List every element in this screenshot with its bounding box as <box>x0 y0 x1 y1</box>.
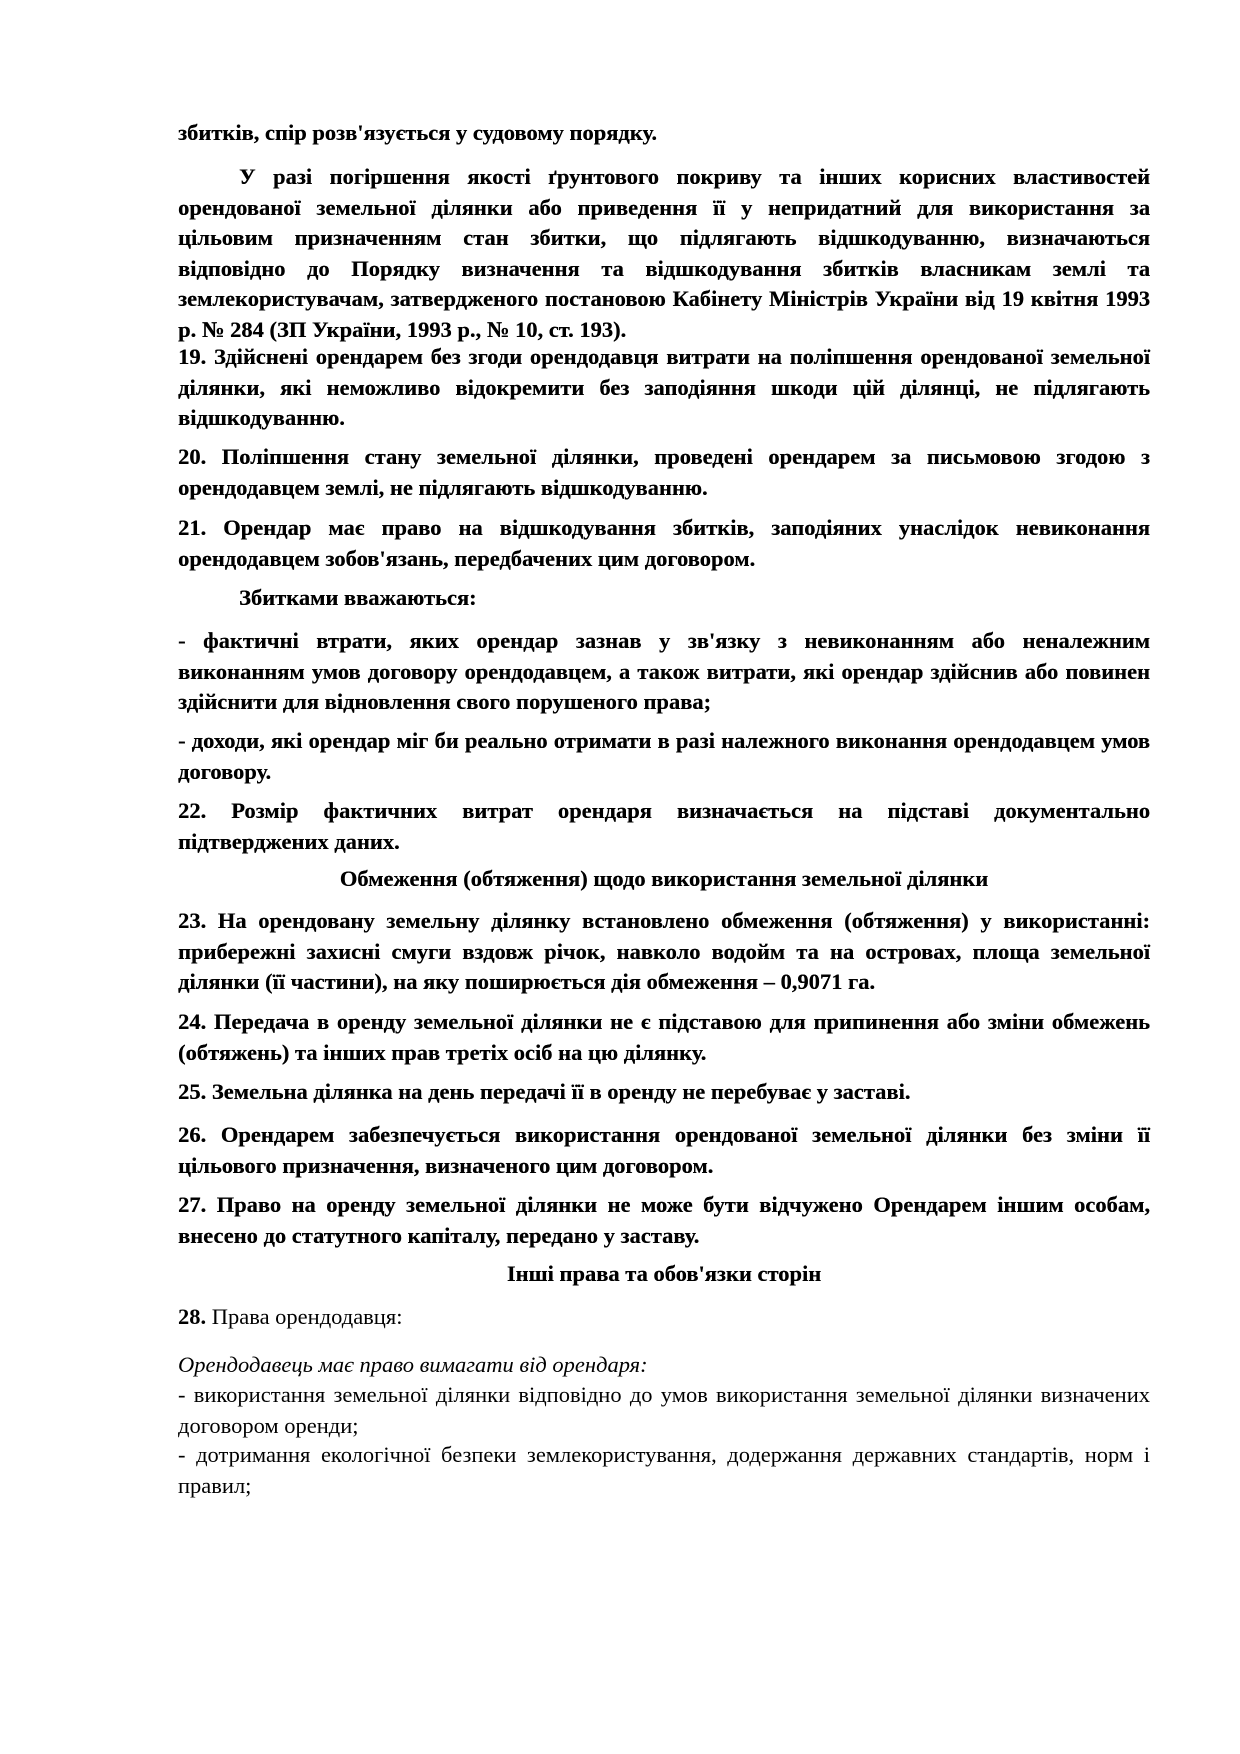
clause-26: 26. Орендарем забезпечується використання орендованої земельної ділянки без зміни її цільового призначення, визначеного цим договором. <box>178 1122 1150 1178</box>
clause-number: 24. <box>178 1009 207 1034</box>
clause-number: 21. <box>178 515 207 540</box>
clause-19: 19. Здійснені орендарем без згоди орендодавця витрати на поліпшення орендованої земельної ділянки, які неможливо відокремити без заподіяння шкоди цій ділянці, не підлягають відшкодуванню. <box>178 344 1150 430</box>
clause-number: 25. <box>178 1079 207 1104</box>
clause-number: 23. <box>178 908 207 933</box>
clause-28: 28. Права орендодавця: <box>178 1304 403 1329</box>
list-item-lost-income: - доходи, які орендар міг би реально отримати в разі належного виконання орендодавцем умов договору. <box>178 728 1150 784</box>
clause-number: 28. <box>178 1304 207 1329</box>
clause-25: 25. Земельна ділянка на день передачі її в оренду не перебуває у заставі. <box>178 1079 911 1104</box>
clause-number: 26. <box>178 1122 207 1147</box>
section-heading-restrictions: Обмеження (обтяження) щодо використання земельної ділянки <box>339 866 989 891</box>
clause-number: 22. <box>178 798 207 823</box>
paragraph-continuation: збитків, спір розв'язується у судовому порядку. <box>178 120 657 145</box>
list-item-ecological-safety: - дотримання екологічної безпеки землекористування, додержання державних стандартів, норм і правил; <box>178 1442 1150 1498</box>
paragraph-losses-intro: Збитками вважаються: <box>239 585 477 610</box>
clause-23: 23. На орендовану земельну ділянку встановлено обмеження (обтяження) у використанні: прибережні захисні смуги вздовж річок, навколо водойм та на островах, площа земельної ділянки (її частини), на яку поширюється дія обмеження – 0,9071 га. <box>178 908 1150 994</box>
clause-27: 27. Право на оренду земельної ділянки не може бути відчужено Орендарем іншим особам, внесено до статутного капіталу, передано у заставу. <box>178 1192 1150 1248</box>
clause-21: 21. Орендар має право на відшкодування збитків, заподіяних унаслідок невиконання орендодавцем зобов'язань, передбачених цим договором. <box>178 515 1150 571</box>
clause-number: 20. <box>178 444 207 469</box>
section-heading-other-rights: Інші права та обов'язки сторін <box>506 1261 822 1286</box>
clause-24: 24. Передача в оренду земельної ділянки не є підставою для припинення або зміни обмежень (обтяжень) та інших прав третіх осіб на цю ділянку. <box>178 1009 1150 1065</box>
clause-number: 19. <box>178 344 207 369</box>
clause-number: 27. <box>178 1192 207 1217</box>
list-item-land-use: - використання земельної ділянки відповідно до умов використання земельної ділянки визначених договором оренди; <box>178 1382 1150 1438</box>
clause-20: 20. Поліпшення стану земельної ділянки, проведені орендарем за письмовою згодою з орендодавцем землі, не підлягають відшкодуванню. <box>178 444 1150 500</box>
list-item-actual-losses: - фактичні втрати, яких орендар зазнав у зв'язку з невиконанням або неналежним виконанням умов договору орендодавцем, а також витрати, які орендар здійснив або повинен здійснити для відновлення свого порушеного права; <box>178 628 1150 714</box>
clause-22: 22. Розмір фактичних витрат орендаря визначається на підставі документально підтверджених даних. <box>178 798 1150 854</box>
paragraph-damage-assessment: У разі погіршення якості ґрунтового покриву та інших корисних властивостей орендованої земельної ділянки або приведення її у непридатний для використання за цільовим призначенням стан збитки, що підлягають відшкодуванню, визначаються відповідно до Порядку визначення та відшкодування збитків власникам землі та землекористувачам, затвердженого постановою Кабінету Міністрів України від 19 квітня 1993 р. № 284 (ЗП України, 1993 р., № 10, ст. 193). <box>178 164 1150 342</box>
paragraph-lessor-may-demand: Орендодавець має право вимагати від орендаря: <box>178 1352 648 1377</box>
